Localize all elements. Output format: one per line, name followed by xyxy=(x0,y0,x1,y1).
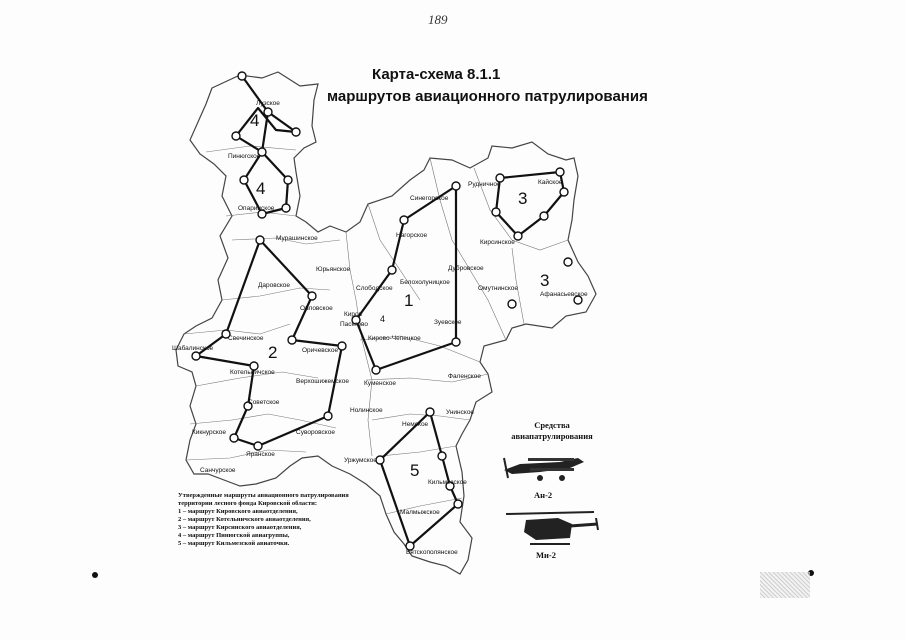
label-nolinskoe: Нолинское xyxy=(350,407,383,414)
helicopter-label: Ми-2 xyxy=(536,550,557,560)
route-number-3-bottom: 3 xyxy=(540,271,550,290)
route-number-1: 1 xyxy=(404,291,414,310)
legend-item: 4 – маршрут Пинюгской авиагруппы, xyxy=(178,532,290,539)
scan-dot-left xyxy=(92,572,98,578)
label-pinyugskoe: Пинюгское xyxy=(228,153,261,160)
mi2-helicopter-icon xyxy=(506,512,598,544)
label-sovetskoe: Советское xyxy=(248,399,280,406)
map-title-line2: маршрутов авиационного патрулирования xyxy=(327,88,648,105)
legend-item: 1 – маршрут Кировского авиаотделения, xyxy=(178,508,298,515)
label-darovskoe: Даровское xyxy=(258,282,291,289)
label-svechinskoe: Свечинское xyxy=(228,335,264,342)
label-kumenskoe: Куменское xyxy=(364,380,397,387)
label-belokholunitskoe: Белохолуницкое xyxy=(400,279,450,286)
label-afanasevskoe: Афанасьевское xyxy=(540,291,588,298)
label-falenskoe: Фаленское xyxy=(448,373,481,380)
label-slobodskoe: Слободское xyxy=(356,285,393,292)
label-nemskoe: Немское xyxy=(402,421,429,428)
means-title xyxy=(492,420,612,442)
label-kotelnichskoe: Котельничское xyxy=(230,369,275,376)
label-omutninskoe: Омутнинское xyxy=(478,285,519,292)
label-malmyzhskoe: Малмыжское xyxy=(400,509,440,516)
label-shabalinskoe: Шабалинское xyxy=(172,345,214,352)
route-number-3-top: 3 xyxy=(518,189,528,208)
map-title-line1: Карта-схема 8.1.1 xyxy=(372,66,501,83)
label-vyatskopolyanskoe: Вятскополянское xyxy=(406,549,458,556)
route-number-4-small: 4 xyxy=(380,314,386,324)
label-orlovskoe: Орловское xyxy=(300,305,333,312)
label-kiknurskoe: Кикнурское xyxy=(192,429,227,436)
label-kirsinskoe: Кирсинское xyxy=(480,239,515,246)
an2-plane-icon xyxy=(504,458,584,481)
label-kirov: Киров xyxy=(344,311,363,318)
route-number-4-north: 4 xyxy=(250,111,260,130)
label-oparinskoe: Опаринское xyxy=(238,205,275,212)
label-suvorovskoe: Суворовское xyxy=(296,429,335,436)
page-number: 189 xyxy=(428,12,448,27)
label-kaiskoe: Кайское xyxy=(538,179,563,186)
label-nagorskoe: Нагорское xyxy=(396,232,428,239)
label-dubrovskoe: Дубровское xyxy=(448,265,484,272)
label-kirovo-chepetskoe: Кирово-Чепецкое xyxy=(368,335,421,342)
label-orichevskoe: Оричевское xyxy=(302,347,339,354)
label-verkhoshizhemskoe: Верхошижемское xyxy=(296,378,349,385)
legend-item: 5 – маршрут Кильмезской авиаточки. xyxy=(178,540,290,547)
route-number-4-south: 4 xyxy=(256,179,266,198)
label-sinegorskoe: Синегорское xyxy=(410,195,449,202)
legend-heading: Утвержденные маршруты авиационного патрулирования территории лесного фонда Кировской области: xyxy=(178,492,349,507)
label-yuryanskoe: Юрьянское xyxy=(316,266,351,273)
label-kilmezskoe: Кильмезское xyxy=(428,479,467,486)
label-unskoe: Унинское xyxy=(446,409,475,416)
label-murashinskoe: Мурашинское xyxy=(276,235,318,242)
route-legend xyxy=(178,492,378,548)
label-yaranskoe: Яранское xyxy=(246,451,275,458)
label-sanchurskoe: Санчурское xyxy=(200,467,236,474)
means-title-line2: авиапатрулирования xyxy=(511,431,593,441)
label-urzhumskoe: Уржумское xyxy=(344,457,377,464)
route-number-2: 2 xyxy=(268,343,278,362)
label-zuevskoe: Зуевское xyxy=(434,319,462,326)
plane-label: Ан-2 xyxy=(534,490,553,500)
label-rudnichnoe: Рудничное xyxy=(468,181,501,188)
means-title-line1: Средства xyxy=(534,420,570,430)
label-luzskoe: Лузское xyxy=(256,100,280,107)
route-number-5: 5 xyxy=(410,461,420,480)
label-pasegovo: Пасегово xyxy=(340,321,368,328)
legend-item: 2 – маршрут Котельничского авиаотделения, xyxy=(178,516,311,523)
scan-noise xyxy=(760,572,810,598)
legend-item: 3 – маршрут Кирсинского авиаотделения, xyxy=(178,524,302,531)
